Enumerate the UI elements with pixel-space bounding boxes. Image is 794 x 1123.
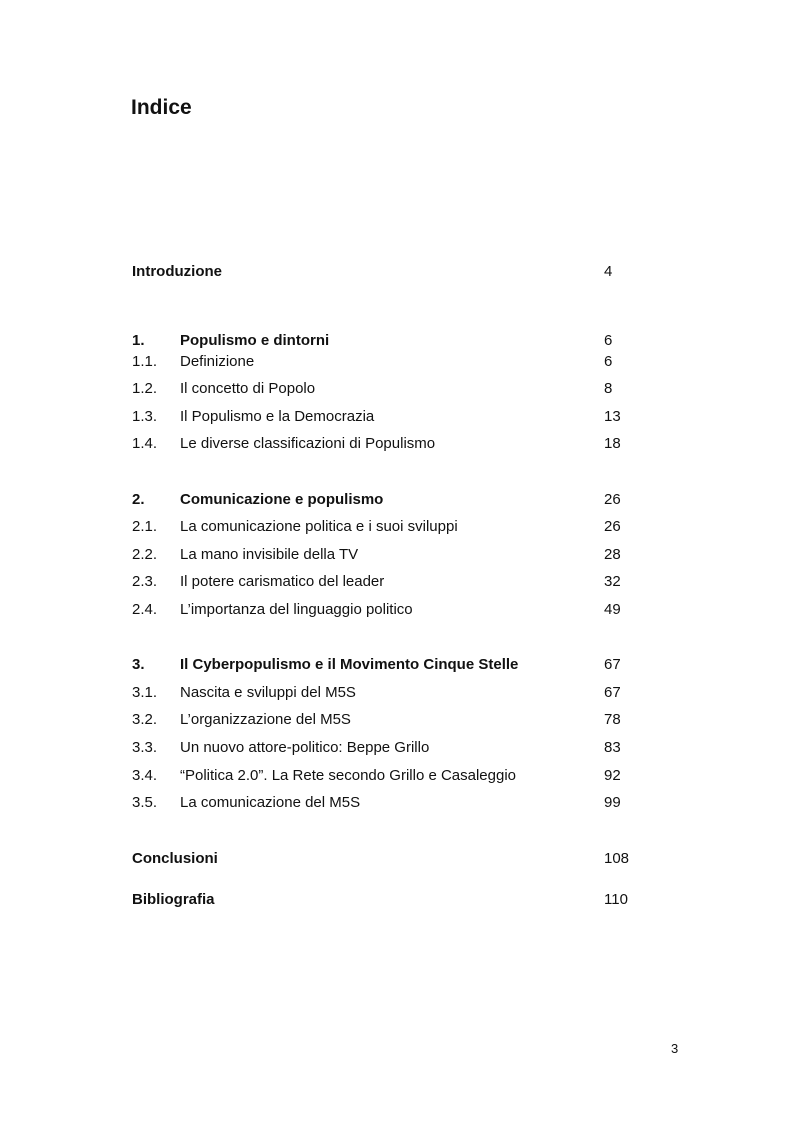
toc-number: 3. — [132, 656, 145, 673]
toc-page: 13 — [604, 408, 621, 425]
toc-label: Il potere carismatico del leader — [180, 573, 385, 590]
toc-number: 2.4. — [132, 601, 158, 618]
toc-label: Bibliografia — [132, 891, 215, 908]
toc-label: Nascita e sviluppi del M5S — [180, 684, 356, 701]
toc-label: Conclusioni — [132, 850, 218, 867]
toc-number: 1.1. — [132, 353, 158, 370]
toc-number: 2.3. — [132, 573, 158, 590]
toc-page: 108 — [604, 850, 630, 867]
toc-number: 1.2. — [132, 380, 158, 397]
page-number: 3 — [671, 1041, 679, 1056]
toc-page: 6 — [604, 332, 613, 349]
toc-label: Comunicazione e populismo — [180, 491, 384, 508]
toc-number: 2.1. — [132, 518, 158, 535]
toc-page: 8 — [604, 380, 613, 397]
toc-label: L’organizzazione del M5S — [180, 711, 351, 728]
toc-label: Populismo e dintorni — [180, 332, 330, 349]
toc-page: 32 — [604, 573, 621, 590]
toc-page: 26 — [604, 518, 621, 535]
toc-page: 28 — [604, 546, 621, 563]
toc-page: 4 — [604, 263, 613, 280]
toc-page: 6 — [604, 353, 613, 370]
toc-page: 92 — [604, 767, 621, 784]
page-title: Indice — [131, 96, 192, 119]
toc-page: 110 — [604, 891, 628, 908]
toc-label: Le diverse classificazioni di Populismo — [180, 435, 436, 452]
toc-label: Il Cyberpopulismo e il Movimento Cinque Stelle — [180, 656, 519, 673]
toc-label: La mano invisibile della TV — [180, 546, 359, 563]
toc-label: La comunicazione politica e i suoi sviluppi — [180, 518, 458, 535]
toc-number: 3.2. — [132, 711, 158, 728]
toc-page: 49 — [604, 601, 621, 618]
toc-number: 1.3. — [132, 408, 158, 425]
toc-label: Il Populismo e la Democrazia — [180, 408, 375, 425]
toc-number: 2.2. — [132, 546, 158, 563]
toc-label: Definizione — [180, 353, 255, 370]
toc-page: 67 — [604, 684, 621, 701]
toc-label: Introduzione — [132, 263, 222, 280]
toc-number: 1. — [132, 332, 145, 349]
toc-page: 67 — [604, 656, 621, 673]
toc-label: Il concetto di Popolo — [180, 380, 316, 397]
toc-number: 2. — [132, 491, 145, 508]
toc-label: La comunicazione del M5S — [180, 794, 361, 811]
toc-label: Un nuovo attore-politico: Beppe Grillo — [180, 739, 430, 756]
toc-number: 3.5. — [132, 794, 158, 811]
toc-page: 26 — [604, 491, 621, 508]
toc-number: 1.4. — [132, 435, 158, 452]
toc-number: 3.4. — [132, 767, 158, 784]
toc-number: 3.3. — [132, 739, 158, 756]
toc-page: 18 — [604, 435, 621, 452]
toc-number: 3.1. — [132, 684, 158, 701]
toc-page: 78 — [604, 711, 621, 728]
toc-page: 83 — [604, 739, 621, 756]
toc-page: 99 — [604, 794, 621, 811]
toc-label: “Politica 2.0”. La Rete secondo Grillo e Casaleggio — [180, 767, 517, 784]
toc-label: L’importanza del linguaggio politico — [180, 601, 413, 618]
